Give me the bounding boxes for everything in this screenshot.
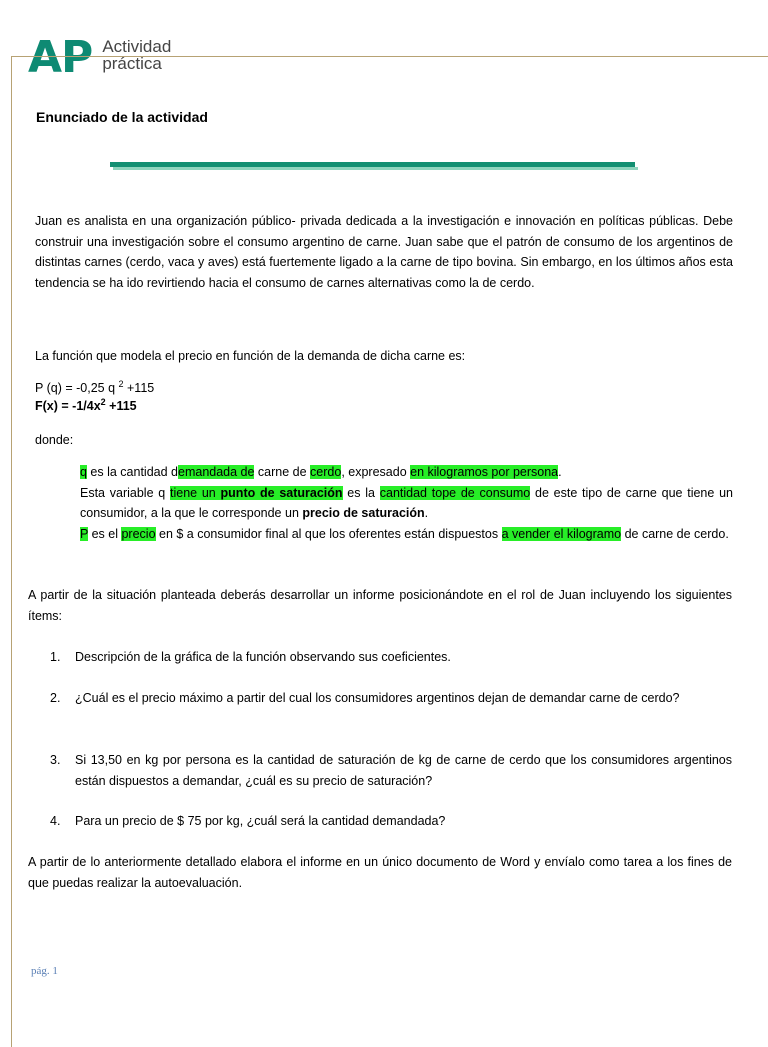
eq2-right: +115	[105, 399, 137, 413]
item-text: Descripción de la gráfica de la función observando sus coeficientes.	[75, 650, 451, 664]
eq1-right: +115	[123, 381, 155, 395]
text: tiene un	[170, 485, 221, 500]
text: en $ a consumidor final al que los oferentes están dispuestos	[155, 526, 502, 541]
text: de este tipo de carne que tiene un consumidor, a la que le corresponde un	[80, 485, 733, 520]
donde-label: donde:	[35, 433, 74, 447]
intro-paragraph: Juan es analista en una organización público- privada dedicada a la investigación e innovación en políticas públicas. Debe construir una investigación sobre el consumo argentino de carne. Juan sabe que el patrón de consumo de los argentinos de distintas carnes (cerdo, vaca y aves) está fuertemente ligado a la carne de tipo bovina. Sin embargo, en los últimos años esta tendencia se ha ido revirtiendo hacia el consumo de carnes alternativas como la de cerdo.	[35, 214, 733, 290]
highlight: a vender el kilogramo	[501, 526, 622, 541]
eq2-left: F(x) = -1/4x	[35, 399, 101, 413]
highlight: P	[80, 526, 89, 541]
instructions-paragraph: A partir de la situación planteada deberás desarrollar un informe posicionándote en el rol de Juan incluyendo los siguientes ítems:	[28, 588, 732, 623]
item-2	[28, 688, 732, 709]
function-intro: La función que modela el precio en función de la demanda de dicha carne es:	[35, 349, 466, 363]
bold-text: precio de saturación	[302, 506, 425, 520]
text: es la cantidad d	[86, 465, 178, 479]
title-rule-shadow	[113, 167, 638, 170]
eq1-exponent: 2	[118, 378, 124, 389]
logo-line2: práctica	[102, 54, 162, 73]
item-text: Para un precio de $ 75 por kg, ¿cuál será la cantidad demandada?	[75, 814, 446, 828]
highlight	[170, 486, 343, 500]
eq1-left: P (q) = -0,25 q	[35, 381, 119, 395]
text: .	[424, 506, 429, 520]
text: es el	[88, 526, 122, 541]
text: Esta variable q	[80, 485, 170, 500]
equation-p	[35, 380, 733, 397]
eq2-exponent: 2	[100, 396, 106, 407]
item-number: 4.	[50, 814, 61, 828]
bold-text: punto de saturación	[220, 485, 343, 500]
equation-f	[35, 398, 733, 415]
text: .	[558, 465, 562, 479]
page-frame	[11, 56, 768, 1047]
highlight: precio	[121, 526, 156, 541]
item-1	[28, 647, 732, 668]
text: carne de	[254, 465, 311, 479]
item-3	[28, 750, 732, 791]
highlight: cerdo	[310, 465, 342, 479]
item-text: Si 13,50 en kg por persona es la cantidad de saturación de kg de carne de cerdo que los consumidores argentinos están dispuestos a demandar, ¿cuál es su precio de saturación?	[75, 753, 732, 788]
definition-list	[35, 462, 733, 544]
logo-mark: AP	[28, 32, 93, 83]
title-rule	[110, 162, 635, 167]
closing-paragraph: A partir de lo anteriormente detallado elabora el informe en un único documento de Word y envíalo como tarea a los fines de que puedas realizar la autoevaluación.	[28, 855, 732, 890]
item-number: 3.	[50, 753, 61, 767]
text: es la	[342, 485, 380, 500]
item-number: 2.	[50, 691, 61, 705]
highlight: cantidad tope de consumo	[379, 485, 531, 500]
definition-item	[35, 524, 733, 545]
item-text: ¿Cuál es el precio máximo a partir del cual los consumidores argentinos dejan de demandar carne de cerdo?	[75, 691, 680, 705]
text: de carne de cerdo.	[621, 526, 729, 541]
logo-line1: Actividad	[102, 37, 172, 56]
highlight: q	[80, 465, 87, 479]
highlight: emandada de	[178, 465, 255, 479]
item-4	[28, 811, 732, 832]
definition-item	[35, 483, 733, 524]
page-number: pág. 1	[31, 965, 58, 977]
definition-item	[35, 462, 733, 483]
page-title: Enunciado de la actividad	[36, 109, 208, 125]
text: , expresado	[341, 465, 411, 479]
highlight: en kilogramos por persona	[410, 465, 559, 479]
item-number: 1.	[50, 650, 61, 664]
